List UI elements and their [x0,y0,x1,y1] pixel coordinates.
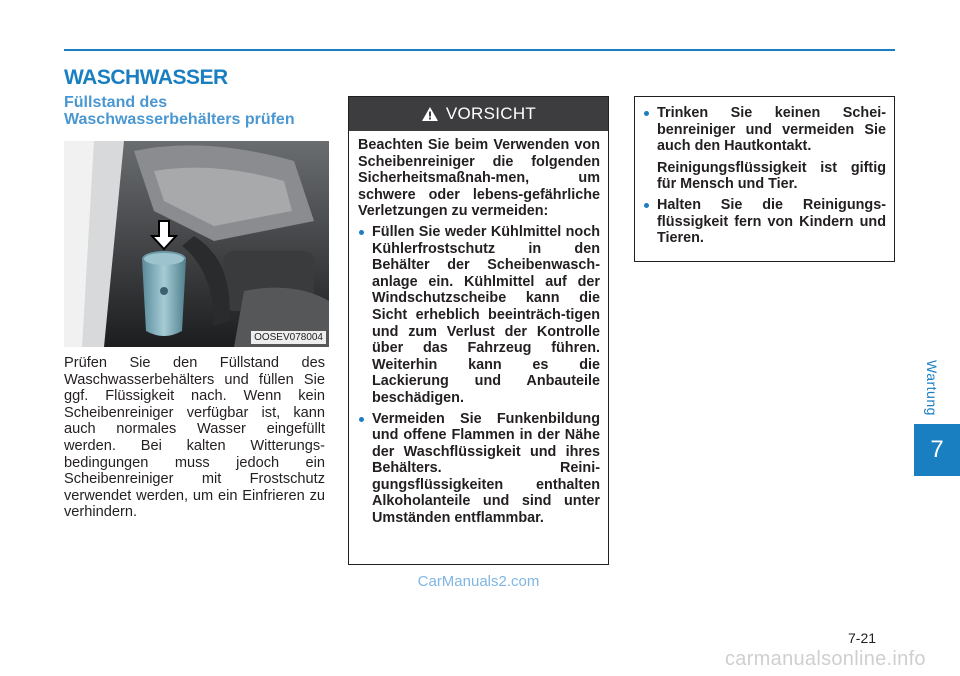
body-text: Prüfen Sie den Füllstand des Waschwasserbehälters und füllen Sie ggf. Flüssigkeit nach. Wenn kein Scheibenreiniger verfügbar ist, kann auch normales Wasser eingefüllt werden. Bei kalten Witterungs-bedingungen muss jedoch ein Scheibenreiniger mit Frostschutz verwendet werden, um ein Einfrieren zu verhindern. [64,355,325,521]
note-item-text: Trinken Sie keinen Schei-benreiniger und vermeiden Sie auch den Hautkontakt. [657,105,886,155]
note-item-extra: Reinigungsflüssigkeit ist giftig für Mensch und Tier. [657,159,886,193]
section-title: WASCHWASSER [64,66,228,89]
note-item [643,105,886,193]
page-number: 7-21 [848,630,877,646]
note-box [634,96,895,262]
note-list [643,105,886,247]
caution-item: Vermeiden Sie Funkenbildung und offene Flammen in der Nähe der Waschflüssigkeit und ihres Behälters. Reini-gungsflüssigkeiten enthalten Alkoholanteile und sind unter Umständen entflammbar. [358,411,600,527]
caution-header-label: VORSICHT [445,104,537,123]
top-rule [64,49,895,51]
watermark-link[interactable]: CarManuals2.com [417,573,540,590]
engine-bay-photo [64,141,329,347]
subsection-title: Füllstand des Waschwasserbehälters prüfen [64,94,295,128]
engine-bay-illustration [64,141,329,347]
caution-list [358,224,600,527]
footer-watermark: carmanualsonline.info [725,648,926,670]
caution-body [349,131,608,527]
caution-intro: Beachten Sie beim Verwenden von Scheibenreiniger die folgenden Sicherheitsmaßnah-men, um schwere oder lebens-gefährliche Verletzungen zu vermeiden: [358,137,600,220]
chapter-side-label: Wartung [924,360,940,416]
caution-box [348,96,609,565]
warning-icon [421,106,439,122]
caution-item: Füllen Sie weder Kühlmittel noch Kühlerfrostschutz in den Behälter der Scheibenwasch-anlage ein. Kühlmittel auf der Windschutzscheibe kann die Sicht erheblich beeinträch-tigen und zum Verlust der Kontrolle über das Fahrzeug führen. Weiterhin kann es die Lackierung und Anbauteile beschädigen. [358,224,600,407]
note-item: Halten Sie die Reinigungs-flüssigkeit fern von Kindern und Tieren. [643,197,886,247]
photo-code: OOSEV078004 [251,331,326,344]
chapter-tab: 7 [914,424,960,476]
caution-header [349,97,608,131]
